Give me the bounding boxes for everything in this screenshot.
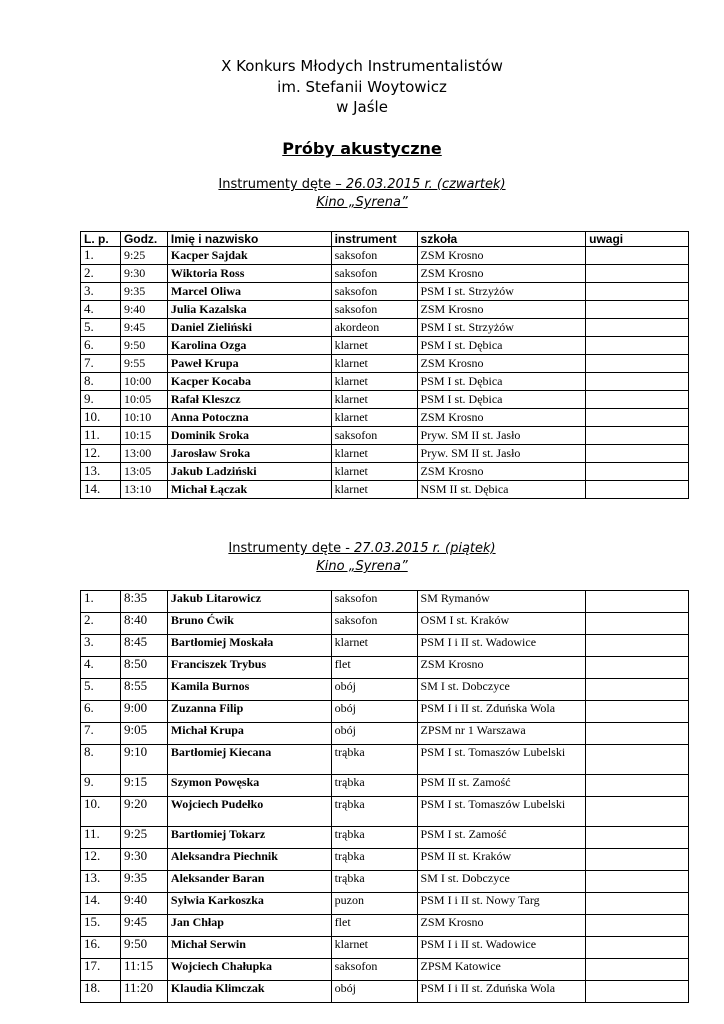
table-row xyxy=(81,301,689,319)
cell-time: 10:10 xyxy=(120,409,167,427)
section2-date: 27.03.2015 r. (piątek) xyxy=(354,541,496,556)
cell-name: Paweł Krupa xyxy=(167,355,331,373)
table-row xyxy=(81,355,689,373)
contest-title-line3: w Jaśle xyxy=(336,98,388,116)
cell-instrument: obój xyxy=(331,679,417,701)
table-row xyxy=(81,409,689,427)
cell-school: PSM I i II st. Zduńska Wola xyxy=(417,981,586,1003)
col-header-school: szkoła xyxy=(417,232,586,247)
cell-instrument: akordeon xyxy=(331,319,417,337)
cell-school: Pryw. SM II st. Jasło xyxy=(417,445,586,463)
cell-notes xyxy=(586,445,689,463)
cell-instrument: trąbka xyxy=(331,827,417,849)
table-row xyxy=(81,849,689,871)
cell-time: 9:25 xyxy=(120,827,167,849)
cell-name: Dominik Sroka xyxy=(167,427,331,445)
cell-notes xyxy=(586,679,689,701)
table-row xyxy=(81,893,689,915)
cell-lp: 5. xyxy=(81,319,121,337)
cell-name: Jakub Ladziński xyxy=(167,463,331,481)
cell-lp: 18. xyxy=(81,981,121,1003)
cell-name: Szymon Powęska xyxy=(167,775,331,797)
cell-name: Jakub Litarowicz xyxy=(167,591,331,613)
cell-time: 9:50 xyxy=(120,337,167,355)
cell-lp: 10. xyxy=(81,409,121,427)
cell-notes xyxy=(586,409,689,427)
cell-name: Aleksander Baran xyxy=(167,871,331,893)
cell-lp: 15. xyxy=(81,915,121,937)
cell-time: 13:00 xyxy=(120,445,167,463)
section1-venue-text: Kino „Syrena” xyxy=(316,195,408,210)
cell-time: 9:20 xyxy=(120,797,167,827)
table-row xyxy=(81,463,689,481)
cell-instrument: saksofon xyxy=(331,613,417,635)
cell-lp: 4. xyxy=(81,301,121,319)
cell-school: PSM I st. Zamość xyxy=(417,827,586,849)
cell-instrument: obój xyxy=(331,981,417,1003)
cell-instrument: klarnet xyxy=(331,481,417,499)
cell-time: 9:40 xyxy=(120,893,167,915)
cell-instrument: obój xyxy=(331,701,417,723)
table-row xyxy=(81,959,689,981)
section1-label: Instrumenty dęte – xyxy=(218,177,346,192)
table-row xyxy=(81,427,689,445)
section1-venue xyxy=(0,194,724,212)
cell-instrument: klarnet xyxy=(331,937,417,959)
cell-name: Michał Serwin xyxy=(167,937,331,959)
cell-name: Anna Potoczna xyxy=(167,409,331,427)
cell-name: Karolina Ozga xyxy=(167,337,331,355)
table-row xyxy=(81,775,689,797)
cell-name: Zuzanna Filip xyxy=(167,701,331,723)
cell-time: 8:50 xyxy=(120,657,167,679)
cell-instrument: trąbka xyxy=(331,775,417,797)
cell-school: PSM II st. Zamość xyxy=(417,775,586,797)
table-row xyxy=(81,481,689,499)
cell-lp: 13. xyxy=(81,871,121,893)
contest-title-line1: X Konkurs Młodych Instrumentalistów xyxy=(221,57,503,75)
cell-notes xyxy=(586,301,689,319)
cell-lp: 16. xyxy=(81,937,121,959)
cell-instrument: klarnet xyxy=(331,635,417,657)
cell-time: 10:05 xyxy=(120,391,167,409)
cell-school: NSM II st. Dębica xyxy=(417,481,586,499)
cell-notes xyxy=(586,355,689,373)
table-row xyxy=(81,391,689,409)
cell-notes xyxy=(586,937,689,959)
col-header-time: Godz. xyxy=(120,232,167,247)
cell-name: Sylwia Karkoszka xyxy=(167,893,331,915)
cell-time: 9:00 xyxy=(120,701,167,723)
cell-school: OSM I st. Kraków xyxy=(417,613,586,635)
cell-school: PSM I st. Dębica xyxy=(417,337,586,355)
cell-time: 9:05 xyxy=(120,723,167,745)
cell-lp: 4. xyxy=(81,657,121,679)
table-row xyxy=(81,827,689,849)
cell-time: 11:15 xyxy=(120,959,167,981)
cell-time: 9:30 xyxy=(120,265,167,283)
cell-notes xyxy=(586,391,689,409)
col-header-lp: L. p. xyxy=(81,232,121,247)
section1-heading xyxy=(0,176,724,194)
cell-school: SM I st. Dobczyce xyxy=(417,871,586,893)
cell-school: ZSM Krosno xyxy=(417,265,586,283)
cell-name: Bruno Ćwik xyxy=(167,613,331,635)
contest-title-line2: im. Stefanii Woytowicz xyxy=(277,78,447,96)
cell-school: PSM I st. Dębica xyxy=(417,391,586,409)
cell-instrument: trąbka xyxy=(331,745,417,775)
cell-instrument: saksofon xyxy=(331,283,417,301)
cell-instrument: saksofon xyxy=(331,959,417,981)
section2-venue-text: Kino „Syrena” xyxy=(316,559,408,574)
cell-notes xyxy=(586,337,689,355)
cell-time: 9:30 xyxy=(120,849,167,871)
cell-lp: 6. xyxy=(81,337,121,355)
cell-time: 9:15 xyxy=(120,775,167,797)
cell-instrument: klarnet xyxy=(331,445,417,463)
cell-time: 8:45 xyxy=(120,635,167,657)
cell-notes xyxy=(586,613,689,635)
cell-instrument: saksofon xyxy=(331,301,417,319)
table-row xyxy=(81,373,689,391)
cell-school: SM I st. Dobczyce xyxy=(417,679,586,701)
cell-time: 9:55 xyxy=(120,355,167,373)
cell-lp: 8. xyxy=(81,373,121,391)
table-row xyxy=(81,745,689,775)
cell-lp: 12. xyxy=(81,849,121,871)
table-row xyxy=(81,613,689,635)
table-row xyxy=(81,937,689,959)
cell-instrument: saksofon xyxy=(331,591,417,613)
cell-notes xyxy=(586,959,689,981)
cell-school: ZSM Krosno xyxy=(417,355,586,373)
cell-school: PSM I i II st. Wadowice xyxy=(417,635,586,657)
cell-name: Daniel Zieliński xyxy=(167,319,331,337)
cell-notes xyxy=(586,427,689,445)
cell-name: Kamila Burnos xyxy=(167,679,331,701)
cell-notes xyxy=(586,701,689,723)
cell-instrument: obój xyxy=(331,723,417,745)
cell-notes xyxy=(586,893,689,915)
cell-lp: 3. xyxy=(81,635,121,657)
cell-lp: 9. xyxy=(81,391,121,409)
cell-time: 11:20 xyxy=(120,981,167,1003)
cell-school: ZSM Krosno xyxy=(417,915,586,937)
cell-lp: 17. xyxy=(81,959,121,981)
cell-lp: 11. xyxy=(81,427,121,445)
cell-instrument: trąbka xyxy=(331,871,417,893)
cell-name: Bartłomiej Tokarz xyxy=(167,827,331,849)
cell-lp: 5. xyxy=(81,679,121,701)
cell-name: Klaudia Klimczak xyxy=(167,981,331,1003)
table-row xyxy=(81,701,689,723)
cell-notes xyxy=(586,981,689,1003)
cell-notes xyxy=(586,373,689,391)
table-header-row xyxy=(81,232,689,247)
cell-notes xyxy=(586,265,689,283)
cell-lp: 2. xyxy=(81,265,121,283)
cell-school: PSM I i II st. Wadowice xyxy=(417,937,586,959)
cell-notes xyxy=(586,827,689,849)
cell-notes xyxy=(586,463,689,481)
cell-name: Kacper Sajdak xyxy=(167,247,331,265)
cell-school: SM Rymanów xyxy=(417,591,586,613)
cell-school: PSM I i II st. Zduńska Wola xyxy=(417,701,586,723)
cell-instrument: trąbka xyxy=(331,849,417,871)
cell-instrument: flet xyxy=(331,657,417,679)
table-row xyxy=(81,337,689,355)
table-row xyxy=(81,797,689,827)
cell-school: ZPSM Katowice xyxy=(417,959,586,981)
col-header-notes: uwagi xyxy=(586,232,689,247)
cell-lp: 13. xyxy=(81,463,121,481)
table-row xyxy=(81,679,689,701)
cell-name: Aleksandra Piechnik xyxy=(167,849,331,871)
cell-lp: 10. xyxy=(81,797,121,827)
cell-instrument: saksofon xyxy=(331,247,417,265)
section2-heading xyxy=(0,540,724,558)
cell-instrument: klarnet xyxy=(331,355,417,373)
cell-notes xyxy=(586,797,689,827)
cell-lp: 3. xyxy=(81,283,121,301)
cell-instrument: klarnet xyxy=(331,409,417,427)
cell-time: 10:00 xyxy=(120,373,167,391)
cell-notes xyxy=(586,871,689,893)
cell-instrument: puzon xyxy=(331,893,417,915)
cell-time: 9:40 xyxy=(120,301,167,319)
cell-lp: 1. xyxy=(81,247,121,265)
cell-time: 8:35 xyxy=(120,591,167,613)
cell-notes xyxy=(586,775,689,797)
table-row xyxy=(81,981,689,1003)
cell-school: PSM I st. Tomaszów Lubelski xyxy=(417,797,586,827)
cell-time: 9:35 xyxy=(120,871,167,893)
cell-notes xyxy=(586,849,689,871)
cell-lp: 14. xyxy=(81,481,121,499)
cell-name: Wiktoria Ross xyxy=(167,265,331,283)
cell-notes xyxy=(586,247,689,265)
cell-lp: 7. xyxy=(81,723,121,745)
table-row xyxy=(81,247,689,265)
table-row xyxy=(81,657,689,679)
cell-name: Wojciech Pudełko xyxy=(167,797,331,827)
cell-name: Michał Krupa xyxy=(167,723,331,745)
cell-school: PSM I st. Strzyżów xyxy=(417,319,586,337)
table-row xyxy=(81,915,689,937)
table-row xyxy=(81,445,689,463)
cell-name: Jan Chłap xyxy=(167,915,331,937)
cell-instrument: saksofon xyxy=(331,427,417,445)
cell-lp: 11. xyxy=(81,827,121,849)
cell-instrument: klarnet xyxy=(331,373,417,391)
col-header-name: Imię i nazwisko xyxy=(167,232,331,247)
table-row xyxy=(81,635,689,657)
cell-time: 9:35 xyxy=(120,283,167,301)
cell-time: 9:50 xyxy=(120,937,167,959)
cell-name: Bartłomiej Moskała xyxy=(167,635,331,657)
schedule-table-1 xyxy=(80,231,689,499)
cell-lp: 12. xyxy=(81,445,121,463)
cell-school: ZPSM nr 1 Warszawa xyxy=(417,723,586,745)
cell-lp: 2. xyxy=(81,613,121,635)
cell-school: Pryw. SM II st. Jasło xyxy=(417,427,586,445)
cell-lp: 1. xyxy=(81,591,121,613)
cell-name: Franciszek Trybus xyxy=(167,657,331,679)
cell-notes xyxy=(586,723,689,745)
section2-venue xyxy=(0,558,724,576)
cell-time: 8:55 xyxy=(120,679,167,701)
section1-date: 26.03.2015 r. (czwartek) xyxy=(345,177,506,192)
cell-notes xyxy=(586,915,689,937)
cell-instrument: klarnet xyxy=(331,337,417,355)
cell-notes xyxy=(586,283,689,301)
table-row xyxy=(81,283,689,301)
cell-notes xyxy=(586,657,689,679)
cell-lp: 8. xyxy=(81,745,121,775)
cell-instrument: klarnet xyxy=(331,391,417,409)
cell-school: ZSM Krosno xyxy=(417,301,586,319)
table-row xyxy=(81,723,689,745)
cell-time: 8:40 xyxy=(120,613,167,635)
cell-lp: 9. xyxy=(81,775,121,797)
table-row xyxy=(81,871,689,893)
cell-time: 9:25 xyxy=(120,247,167,265)
cell-instrument: trąbka xyxy=(331,797,417,827)
cell-school: ZSM Krosno xyxy=(417,247,586,265)
table-row xyxy=(81,591,689,613)
cell-time: 9:45 xyxy=(120,915,167,937)
cell-notes xyxy=(586,635,689,657)
cell-school: PSM II st. Kraków xyxy=(417,849,586,871)
col-header-instrument: instrument xyxy=(331,232,417,247)
table-row xyxy=(81,319,689,337)
page-title: Próby akustyczne xyxy=(282,139,442,158)
cell-school: ZSM Krosno xyxy=(417,463,586,481)
cell-school: PSM I i II st. Nowy Targ xyxy=(417,893,586,915)
section2-label: Instrumenty dęte - xyxy=(228,541,355,556)
cell-time: 9:10 xyxy=(120,745,167,775)
cell-school: ZSM Krosno xyxy=(417,657,586,679)
cell-name: Julia Kazalska xyxy=(167,301,331,319)
cell-school: PSM I st. Tomaszów Lubelski xyxy=(417,745,586,775)
cell-name: Jarosław Sroka xyxy=(167,445,331,463)
cell-notes xyxy=(586,591,689,613)
cell-time: 10:15 xyxy=(120,427,167,445)
cell-lp: 14. xyxy=(81,893,121,915)
cell-notes xyxy=(586,745,689,775)
cell-name: Marcel Oliwa xyxy=(167,283,331,301)
cell-notes xyxy=(586,319,689,337)
cell-lp: 7. xyxy=(81,355,121,373)
cell-name: Bartłomiej Kiecana xyxy=(167,745,331,775)
cell-name: Wojciech Chałupka xyxy=(167,959,331,981)
table-row xyxy=(81,265,689,283)
cell-instrument: klarnet xyxy=(331,463,417,481)
cell-instrument: saksofon xyxy=(331,265,417,283)
cell-school: PSM I st. Dębica xyxy=(417,373,586,391)
cell-time: 13:10 xyxy=(120,481,167,499)
cell-lp: 6. xyxy=(81,701,121,723)
cell-notes xyxy=(586,481,689,499)
cell-school: PSM I st. Strzyżów xyxy=(417,283,586,301)
cell-name: Rafał Kleszcz xyxy=(167,391,331,409)
cell-time: 13:05 xyxy=(120,463,167,481)
cell-name: Michał Łączak xyxy=(167,481,331,499)
cell-school: ZSM Krosno xyxy=(417,409,586,427)
cell-instrument: flet xyxy=(331,915,417,937)
cell-time: 9:45 xyxy=(120,319,167,337)
cell-name: Kacper Kocaba xyxy=(167,373,331,391)
schedule-table-2 xyxy=(80,590,689,1003)
